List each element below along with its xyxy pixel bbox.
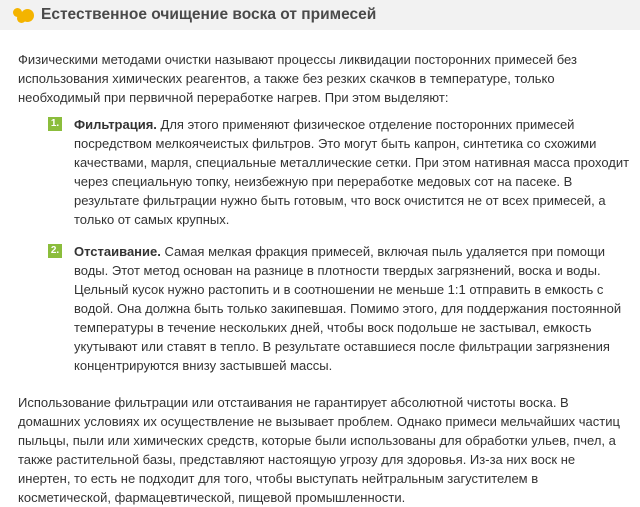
number-badge: 2. (48, 244, 62, 258)
list-item-title: Фильтрация. (74, 117, 157, 132)
list-item (18, 242, 630, 375)
intro-paragraph: Физическими методами очистки называют процессы ликвидации посторонних примесей без использования химических реагентов, а также без резких скачков в температуре, только необходимый при первичной переработке нагрев. При этом выделяют: (18, 52, 577, 105)
section-heading-bar (0, 0, 640, 30)
list-item (18, 115, 630, 229)
number-badge: 1. (48, 117, 62, 131)
list-item-text (74, 115, 630, 229)
honeycomb-dots-icon (13, 5, 39, 25)
article-body (18, 50, 630, 507)
list-item-title: Отстаивание. (74, 244, 161, 259)
section-title: Естественное очищение воска от примесей (41, 6, 377, 23)
list-item-description: Самая мелкая фракция примесей, включая пыль удаляется при помощи воды. Этот метод основан на разнице в плотности твердых загрязнений, воска и воды. Цельный кусок нужно растопить и в соотношении не меньше 1:1 отправить в емкость с водой. Она должна быть только закипевшая. Помимо этого, для поддержания постоянной температуры в течение нескольких дней, чтобы воск подольше не застывал, емкость укутывают или ставят в тепло. В результате оставшиеся после фильтрации загрязнения концентрируются внизу застывшей массы. (74, 244, 622, 373)
list-item-text (74, 242, 630, 375)
list-item-description: Для этого применяют физическое отделение посторонних примесей посредством мелкоячеистых фильтров. Это могут быть капрон, синтетика со схожими качествами, марля, специальные металлические сетки. При этом нативная масса проходит через специальную топку, неизбежную при переработке медовых сот на пасеке. В результате фильтрации нужно быть готовым, что воск очистится не от всех примесей, а только от самых крупных. (74, 117, 630, 227)
outro-paragraph: Использование фильтрации или отстаивания не гарантирует абсолютной чистоты воска. В домашних условиях их осуществление не вызывает проблем. Однако примеси мельчайших частиц пыльцы, пыли или химических средств, которые были использованы для обработки ульев, пчел, а также растительной базы, представляют настоящую угрозу для здоровья. Из-за них воск не инертен, то есть не подходит для того, чтобы выступать нейтральным загустителем в косметической, фармацевтической, пищевой промышленности. (18, 395, 620, 505)
methods-list (18, 115, 630, 375)
